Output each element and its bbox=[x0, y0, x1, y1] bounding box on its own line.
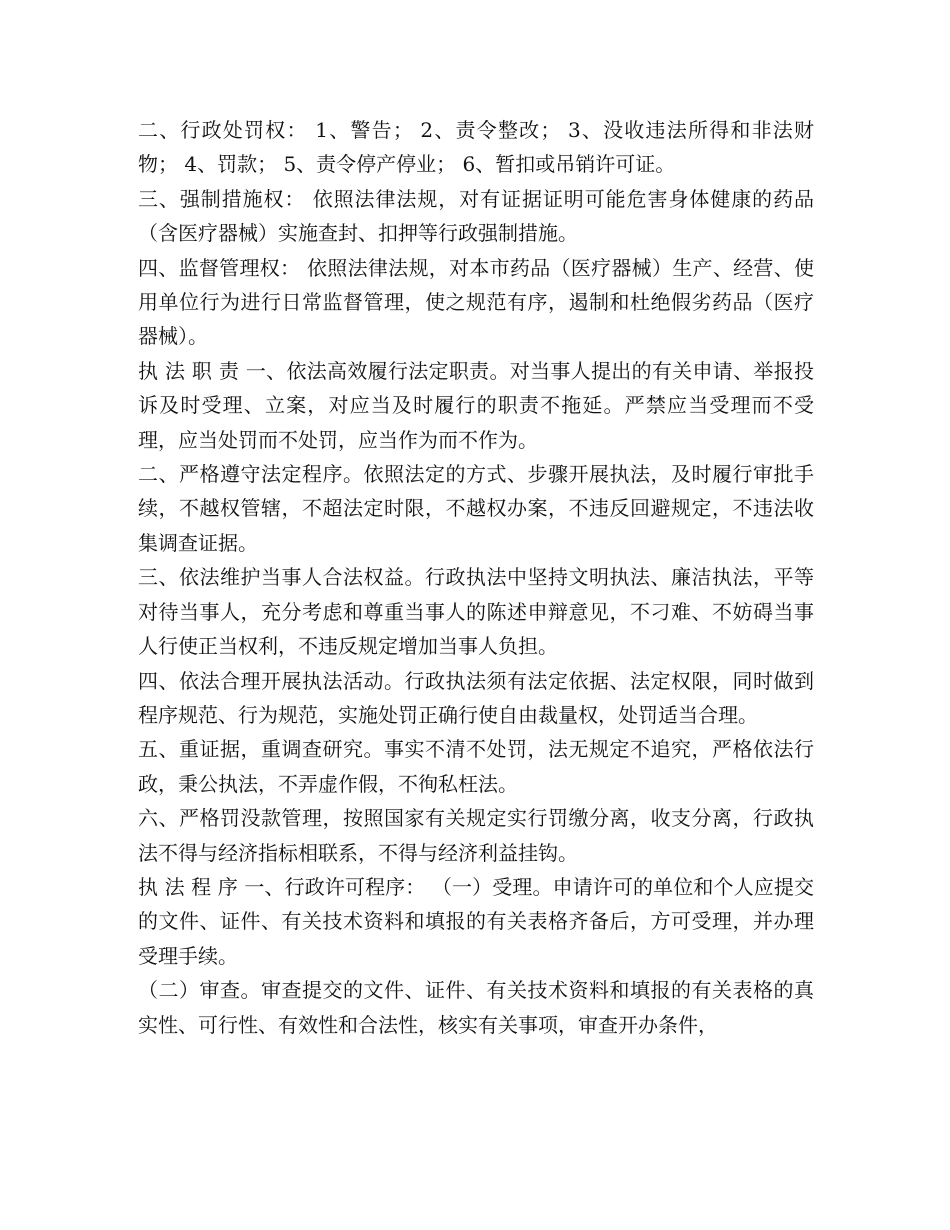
paragraph-supervision-power: 四、监督管理权： 依照法律法规，对本市药品（医疗器械）生产、经营、使用单位行为进行日常监督管理，使之规范有序，遏制和杜绝假劣药品（医疗器械）。 bbox=[138, 255, 814, 349]
paragraph-procedure-review: （二）审查。审查提交的文件、证件、有关技术资料和填报的有关表格的真实性、可行性、有效性和合法性，核实有关事项，审查开办条件， bbox=[138, 978, 814, 1037]
paragraph-duty-5: 五、重证据，重调查研究。事实不清不处罚，法无规定不追究，严格依法行政，秉公执法，不弄虚作假，不徇私枉法。 bbox=[138, 737, 814, 796]
paragraph-duty-3: 三、依法维护当事人合法权益。行政执法中坚持文明执法、廉洁执法，平等对待当事人，充分考虑和尊重当事人的陈述申辩意见，不刁难、不妨碍当事人行使正当权利，不违反规定增加当事人负担。 bbox=[138, 565, 814, 659]
document-page bbox=[138, 113, 814, 1042]
paragraph-procedure-1: 执 法 程 序 一、行政许可程序： （一）受理。申请许可的单位和个人应提交的文件、证件、有关技术资料和填报的有关表格齐备后，方可受理，并办理受理手续。 bbox=[138, 874, 814, 968]
paragraph-duty-1: 执 法 职 责 一、依法高效履行法定职责。对当事人提出的有关申请、举报投诉及时受理、立案，对应当及时履行的职责不拖延。严禁应当受理而不受理，应当处罚而不处罚，应当作为而不作为。 bbox=[138, 358, 814, 452]
paragraph-penalty-power: 二、行政处罚权： 1、警告； 2、责令整改； 3、没收违法所得和非法财物； 4、罚款； 5、责令停产停业； 6、暂扣或吊销许可证。 bbox=[138, 118, 814, 177]
paragraph-duty-6: 六、严格罚没款管理，按照国家有关规定实行罚缴分离，收支分离，行政执法不得与经济指标相联系，不得与经济利益挂钩。 bbox=[138, 806, 814, 865]
paragraph-duty-4: 四、依法合理开展执法活动。行政执法须有法定依据、法定权限，同时做到程序规范、行为规范，实施处罚正确行使自由裁量权，处罚适当合理。 bbox=[138, 668, 814, 727]
paragraph-duty-2: 二、严格遵守法定程序。依照法定的方式、步骤开展执法，及时履行审批手续，不越权管辖，不超法定时限，不越权办案，不违反回避规定，不违法收集调查证据。 bbox=[138, 462, 814, 555]
paragraph-enforcement-measures: 三、强制措施权： 依照法律法规，对有证据证明可能危害身体健康的药品（含医疗器械）实施查封、扣押等行政强制措施。 bbox=[138, 186, 814, 246]
